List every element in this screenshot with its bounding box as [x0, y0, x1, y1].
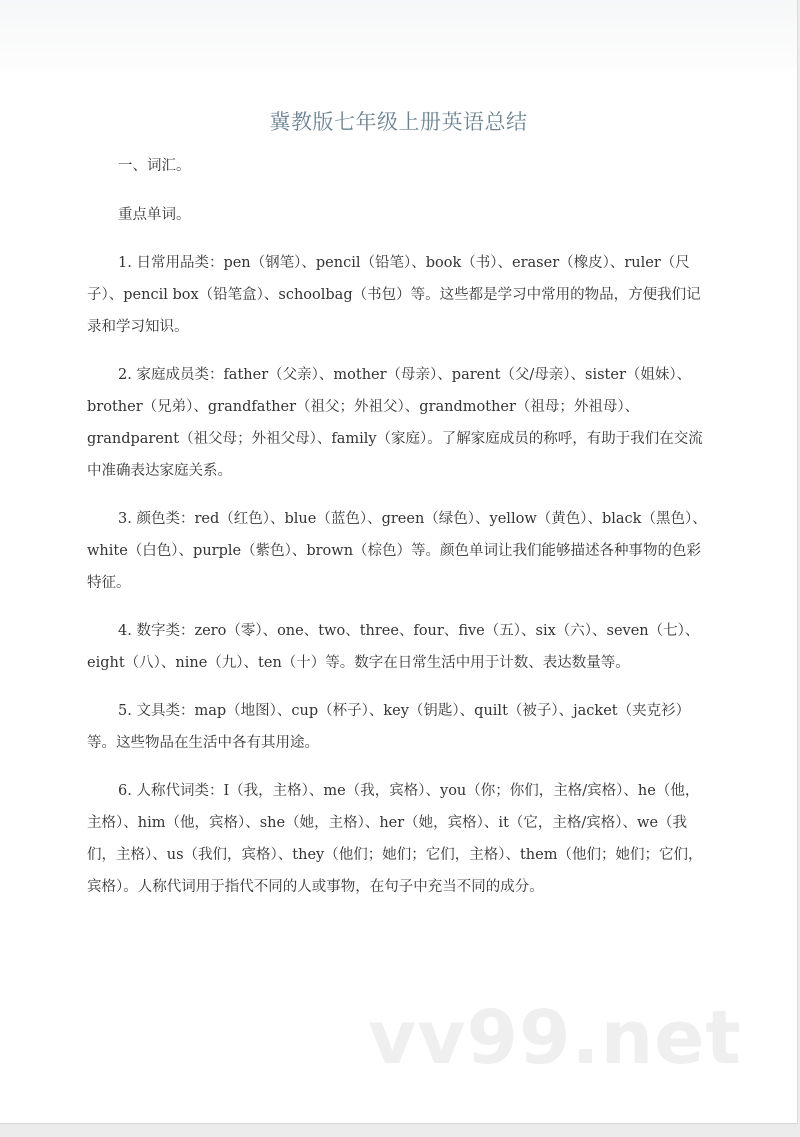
vocab-paragraph-family: 2. 家庭成员类：father（父亲）、mother（母亲）、parent（父/母亲）、sister（姐妹）、brother（兄弟）、grandfather（祖父；外祖父）、grandmother（祖母；外祖母）、grandparent（祖父母；外祖父母）、family（家庭）。了解家庭成员的称呼，有助于我们在交流中准确表达家庭关系。 [87, 367, 703, 479]
vocab-paragraph-pronouns: 6. 人称代词类：I（我，主格）、me（我，宾格）、you（你；你们，主格/宾格）、he（他，主格）、him（他，宾格）、she（她，主格）、her（她，宾格）、it（它，主格/宾格）、we（我们，主格）、us（我们，宾格）、they（他们；她们；它们，主格）、them（他们；她们；它们，宾格）。人称代词用于指代不同的人或事物，在句子中充当不同的成分。 [87, 783, 703, 895]
subheading: 重点单词。 [118, 207, 191, 223]
document-title: 冀教版七年级上册英语总结 [269, 110, 528, 134]
vocab-paragraph-colors: 3. 颜色类：red（红色）、blue（蓝色）、green（绿色）、yellow（黄色）、black（黑色）、white（白色）、purple（紫色）、brown（棕色）等。颜色单词让我们能够描述各种事物的色彩特征。 [87, 511, 707, 591]
document-body [87, 150, 707, 919]
vocab-paragraph-stationery: 5. 文具类：map（地图）、cup（杯子）、key（钥匙）、quilt（被子）、jacket（夹克衫）等。这些物品在生活中各有其用途。 [87, 703, 691, 751]
page-top-band [0, 0, 797, 70]
watermark: vv99.net [368, 995, 742, 1081]
vocab-paragraph-daily-items: 1. 日常用品类：pen（钢笔）、pencil（铅笔）、book（书）、eraser（橡皮）、ruler（尺子）、pencil box（铅笔盒）、schoolbag（书包）等。这些都是学习中常用的物品，方便我们记录和学习知识。 [87, 255, 701, 335]
vocab-paragraph-numbers: 4. 数字类：zero（零）、one、two、three、four、five（五）、six（六）、seven（七）、eight（八）、nine（九）、ten（十）等。数字在日常生活中用于计数、表达数量等。 [87, 623, 700, 671]
section-heading: 一、词汇。 [118, 158, 191, 174]
